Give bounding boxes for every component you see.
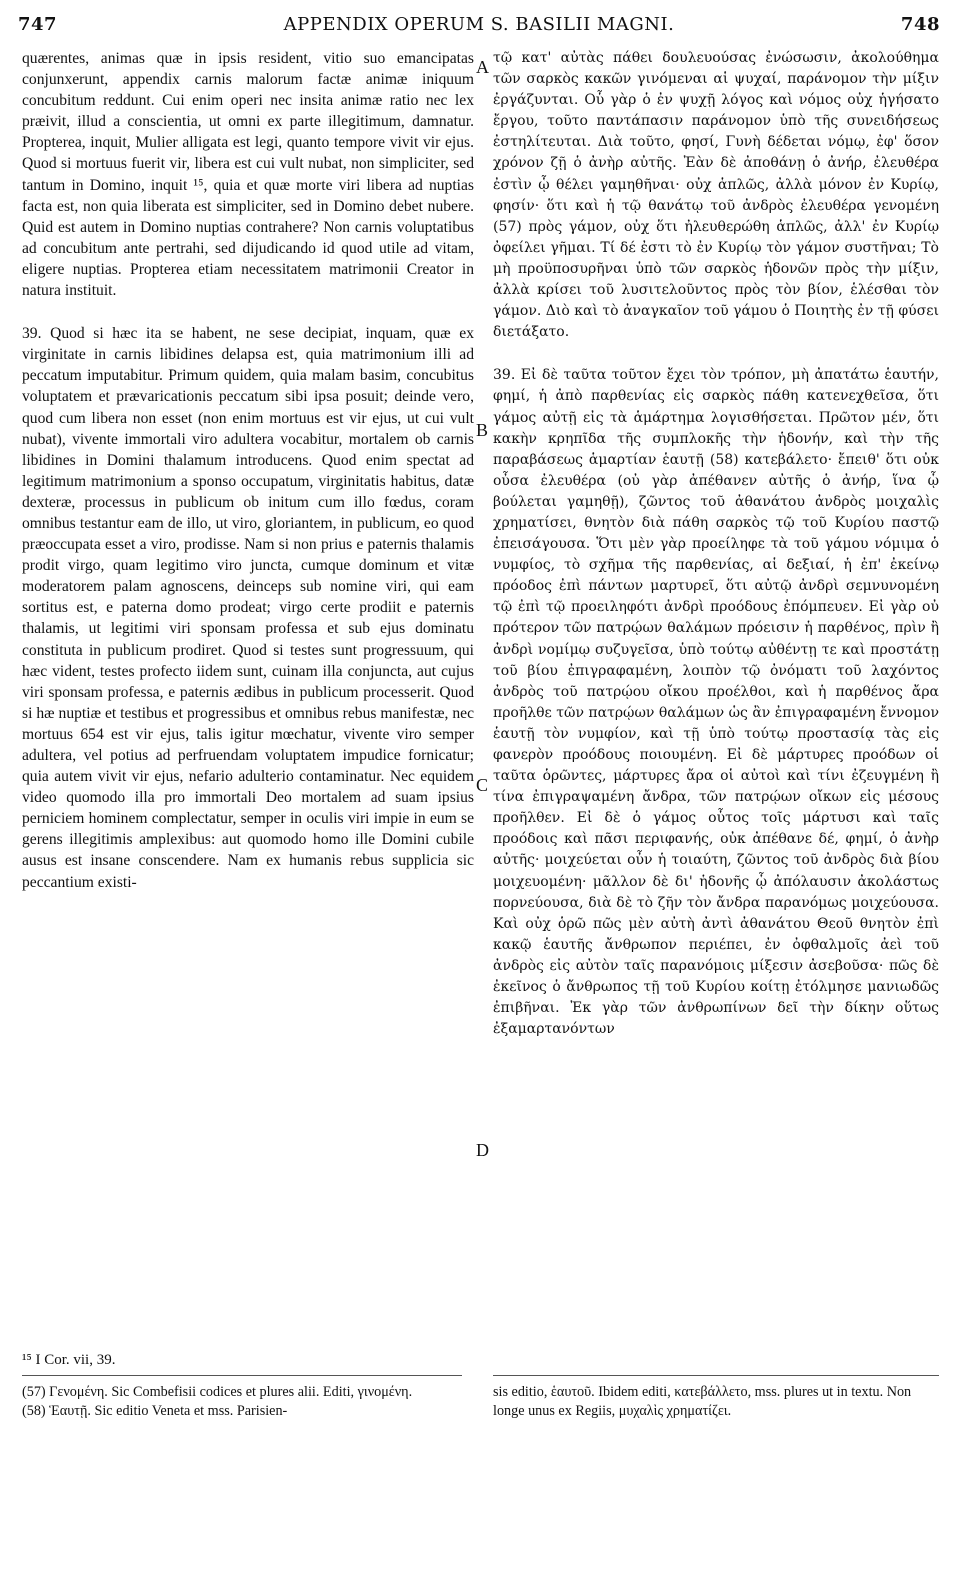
margin-marker-c: C: [476, 775, 489, 795]
margin-marker-d: D: [476, 1140, 489, 1160]
footnote-reference: ¹⁵ I Cor. vii, 39.: [22, 1352, 116, 1368]
notes-divider-left: [22, 1375, 462, 1376]
page-number-left: 747: [18, 14, 58, 35]
latin-paragraph-1: quærentes, animas quæ in ipsis resident, vitio suo emancipatas conjunxerunt, appendix carnis malorum factæ animæ iniquum concubitum reddunt. Cui enim operi nec insita animæ ratio nec lex præivit, illud a conscientia, ut omni ex parte illegitimum, damnatur. Propterea, inquit, Mulier alligata est legi, quanto tempore vivit vir ejus. Quod si mortuus fuerit vir, libera est cui vult nubat, non simpliciter, sed tantum in Domino, inquit ¹⁵, quia et quæ morte viri libera ad nuptias facta est, non quia liberata est simpliciter, sed in Domino debet nubere. Quid est autem in Domino nuptias contrahere? Non carnis voluptatibus ad concubitum ante pertrahi, sed dijudicando id quod utile ad vitam, eligere nuptias. Propterea etiam necessitatem matrimonii Creator in natura instituit.: [22, 50, 474, 300]
notes-right: [493, 1383, 939, 1421]
page-header: [18, 14, 940, 40]
greek-paragraph-1: τῷ κατ' αὐτὰς πάθει δουλευούσας ἐνώσωσιν, ἀκολούθημα τῶν σαρκὸς κακῶν γινόμεναι αἱ ψυχαί, παράνομον τὴν μίξιν ἐργάζυνται. Οὗ γὰρ ὁ ἐν ψυχῇ λόγος καὶ νόμος οὐχ ἡγήσατο ἔργου, τοῦτο παντάπασιν παράνομον ὑπὸ τῆς συνειδήσεως ἐστηλίτευται. Διὰ τοῦτο, φησί, Γυνὴ δέδεται νόμῳ, ἐφ' ὅσον χρόνον ζῇ ὁ ἀνὴρ αὐτῆς. Ἐὰν δὲ ἀποθάνῃ ὁ ἀνήρ, ἐλευθέρα ἐστὶν ᾧ θέλει γαμηθῆναι· οὐχ ἁπλῶς, ἀλλὰ μόνον ἐν Κυρίῳ, φησίν· ὅτι καὶ ἡ τῷ θανάτῳ τοῦ ἀνδρὸς ἐλευθέρα γενομένη (57) πρὸς γάμον, οὐχ ὅτι ἠλευθερώθη ἁπλῶς, ἀλλ' ἐν Κυρίῳ ὀφείλει γῆμαι. Τί δέ ἐστι τὸ ἐν Κυρίῳ τὸν γάμον συστῆναι; Τὸ μὴ προϋποσυρῆναι ὑπὸ τῶν σαρκὸς ἡδονῶν πρὸς τὴν μίξιν, ἀλλὰ κρίσει τοῦ λυσιτελοῦντος πρὸς τὸν βίον, ἑλέσθαι τὸν γάμον. Διὸ καὶ τὸ ἀναγκαῖον τοῦ γάμου ὁ Ποιητὴς ἐν τῇ φύσει διετάξατο.: [493, 50, 939, 341]
greek-paragraph-2: 39. Εἰ δὲ ταῦτα τοῦτον ἔχει τὸν τρόπον, μὴ ἀπατάτω ἑαυτήν, φημί, ἡ ἀπὸ παρθενίας εἰς σαρκὸς πάθη κατενεχθεῖσα, ὅτι γάμος αὐτῇ εἰς τὰ ἁμάρτημα λογισθήσεται. Πρῶτον μέν, ὅτι κακὴν κρηπῖδα τῆς συμπλοκῆς τὴν ἡδονήν, καὶ τὴν τῆς παραβάσεως ἁμαρτίαν ἑαυτῇ (58) κατεβάλετο· ἔπειθ' ὅτι οὐκ οὖσα ἐλευθέρα (οὐ γὰρ ἀπέθανεν αὐτῆς ὁ ἀνήρ, ἵνα ᾧ βούλεται γαμηθῇ), ζῶντος τοῦ ἀθανάτου ἀνδρὸς μοιχαλὶς χρηματίσει, θνητὸν διὰ πάθη σαρκὸς τῷ τοῦ Κυρίου παστῷ ἐπεισάγουσα. Ὅτι μὲν γὰρ προείληφε τὰ τοῦ γάμου νόμιμα ὁ νυμφίος, τὸ σχῆμα τῆς παρθενίας, αἱ δεξιαί, ἡ ἐπ' ἐκείνῳ πρόοδος ἐπὶ πάντων μαρτυρεῖ, ὅτι αὐτῷ ἀνδρὶ σεμνυνομένη τῷ ἐπὶ τῷ προειληφότι ἀνδρὶ προόδους ἐπόμπευεν. Εἰ γὰρ οὐ πρότερον τῶν πατρῴων θαλάμων πρόεισιν ἡ παρθένος, πρὶν ἢ ἀνδρὶ νομίμῳ συζυγεῖσα, ὑπὸ τούτῳ αὐθέντῃ τε καὶ προστάτῃ τοῦ βίου ἐπιγραφαμένη, λοιπὸν τῷ ὀνόματι τοῦ λαχόντος ἀνδρὸς τοῦ πατρῴου οἴκου προέλθοι, καὶ ἡ παρθένος ἄρα προῆλθε τῶν πατρῴων θαλάμων ὡς ἂν ἐπιγραφαμένη ἔννομον ἑαυτῇ τὸν νυμφίον, καὶ τῇ ὑπὸ τούτῳ προστασίᾳ τὰς εἰς φανερὸν προόδους ποιουμένη. Εἰ δὲ μάρτυρες προόδων οἱ ταῦτα ὁρῶντες, μάρτυρες ἄρα οἱ αὐτοὶ καὶ τίνι ἐζευγμένη ἢ τίνα ἐπιγραψαμένη ἄνδρα, τῶν πατρῴων οἴκων εἰς μέσους προῆλθεν. Εἰ δὲ ὁ γάμος οὗτος τοῖς μάρτυσι καὶ ταῖς προόδοις καὶ πᾶσι περιφανής, οὐκ ἀπέθανε δέ, φημί, ὁ ἀνὴρ αὐτῆς· μοιχεύεται οὖν ἡ τοιαύτη, ζῶντος τοῦ ἀνδρὸς διὰ βίου μοιχευομένη· μᾶλλον δὲ δι' ἡδονῆς ᾧ ἀπόλαυσιν ἀκολάστως πορνεύουσα, διὰ δὲ τὸ ζῆν τὸν ἄνδρα παρανόμως μοιχεύουσα. Καὶ οὐχ ὁρῶ πῶς μὲν αὐτὴ ἀντὶ ἀθανάτου Θεοῦ θνητὸν ἐπὶ κακῷ ἑαυτῆς ἄνθρωπον περιέπει, ἐν ὀφθαλμοῖς ἀεὶ τοῦ ἀνδρὸς εἰς αὐτὸν ταῖς παρανόμοις μίξεσιν ἀσεβοῦσα· πῶς δὲ ἐκεῖνος ὁ ἄνθρωπος τῇ τοῦ Κυρίου κοίτῃ ἐτόλμησε μανιωδῶς ἐπιβῆναι. Ἐκ γὰρ τῶν ἀνθρωπίνων δεῖ τὴν δίκην οὕτως ἐξαμαρτανόντων: [493, 367, 939, 1038]
notes-left-text: (57) Γενομένη. Sic Combefisii codices et plures alii. Editi, γινομένη. (58) Ἑαυτῇ. Sic editio Veneta et mss. Parisien-: [22, 1384, 413, 1419]
margin-marker-a: A: [476, 57, 489, 77]
latin-column: [22, 48, 474, 893]
margin-marker-b: B: [476, 420, 489, 440]
notes-left: [22, 1383, 462, 1421]
notes-divider-right: [493, 1375, 939, 1376]
latin-paragraph-2: 39. Quod si hæc ita se habent, ne sese decipiat, inquam, quæ ex virginitate in carnis libidines delapsa est, quia matrimonium illi ad peccatum imputabitur. Primum quidem, quia malam basim, concubitus voluptatem et prævaricationis peccatum sibi ipsa posuit; deinde vero, quod cum libera non esset (non enim mortuus est vir ejus, ut cui vult nubat), vivente immortali viro adultera vocabitur, mortalem ob carnis libidines in Domini thalamum introducens. Quod enim spectat ad legitimum matrimonium a sponso occupatum, virginitatis habitus, datæ dexteræ, processus in publicum ob initum cum illo fœdus, coram omnibus testantur eam de illo, ut viro, gloriantem, in publicum, eo quod præoccupata esset a viro, prodisse. Nam si non prius e paternis thalamis prodit virgo, quam legitimo viro juncta, cumque dominum et vitæ moderatorem palam agnoscens, deinceps sub nomine viri, qui eam sortitus est, e paterna domo prodeat; virgo certe prodiit e paternis thalamis, ut legitimi viri sponsam professa et sub ejus dominatu constituta in publicum prodiret. Quod si testes sunt progressuum, qui hæc vident, testes profecto iidem sunt, cuinam illa conjuncta, aut cujus viri sponsam professa, e paternis ædibus in publicum processerit. Quod si hæ nuptiæ et testibus et progressibus et omnibus rebus manifestæ, nec mortuus 654 est vir ejus, talis igitur mœchatur, vivente viro semper adultera, vel potius ad perfruendam voluptatem impudice fornicatur; quia autem vivit vir ejus, nefario adulterio contaminatur. Nec equidem video quomodo illa pro immortali Deo mortalem ad suam ipsius perniciem hominem complectatur, semper in oculis viri impie in eum se gerens illegitimis amplexibus: aut quomodo homo ille Domini cubile ausus est insane conscendere. Nam ex humanis rebus supplicia sic peccantium existi-: [22, 325, 474, 891]
running-title: APPENDIX OPERUM S. BASILII MAGNI.: [283, 14, 675, 35]
greek-column: [493, 48, 939, 1040]
page-number-right: 748: [900, 14, 940, 35]
notes-right-text: sis editio, ἑαυτοῦ. Ibidem editi, κατεβάλλετο, mss. plures ut in textu. Non longe unus ex Regiis, μυχαλὶς χρηματίζει.: [493, 1384, 912, 1419]
